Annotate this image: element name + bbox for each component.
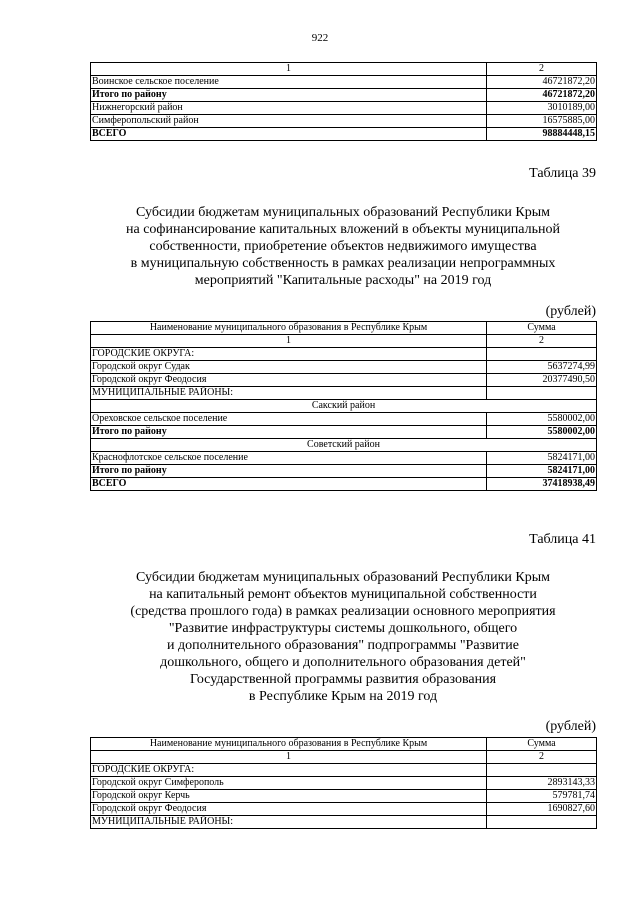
column-number-1: 1 <box>91 751 487 764</box>
row-amount: 579781,74 <box>487 790 597 803</box>
row-amount: 5637274,99 <box>487 361 597 374</box>
column-number-1: 1 <box>91 63 487 76</box>
row-name: Городской округ Керчь <box>91 790 487 803</box>
row-name: ВСЕГО <box>91 478 487 491</box>
table41-title-line: на капитальный ремонт объектов муниципальной собственности <box>149 587 537 602</box>
row-amount: 98884448,15 <box>487 128 597 141</box>
column-number-row <box>91 63 597 76</box>
table41-units: (рублей) <box>545 719 596 734</box>
row-amount: 20377490,50 <box>487 374 597 387</box>
table-row <box>91 76 597 89</box>
header-row <box>91 738 597 751</box>
section-title: Советский район <box>91 439 597 452</box>
row-amount <box>487 387 597 400</box>
row-amount: 37418938,49 <box>487 478 597 491</box>
table-row <box>91 764 597 777</box>
row-amount: 5580002,00 <box>487 426 597 439</box>
table41-title-line: Государственной программы развития образования <box>189 672 497 687</box>
row-amount <box>487 816 597 829</box>
table-row <box>91 777 597 790</box>
table41 <box>90 737 597 829</box>
row-amount: 46721872,20 <box>487 89 597 102</box>
table41-body <box>91 738 597 829</box>
row-name: ГОРОДСКИЕ ОКРУГА: <box>91 764 487 777</box>
total-row <box>91 426 597 439</box>
table-row <box>91 387 597 400</box>
top-table-body <box>91 63 597 141</box>
row-name: Итого по району <box>91 426 487 439</box>
row-name: ВСЕГО <box>91 128 487 141</box>
table39-body <box>91 322 597 491</box>
table-row <box>91 452 597 465</box>
row-name: Итого по району <box>91 465 487 478</box>
section-row <box>91 400 597 413</box>
row-name: Краснофлотское сельское поселение <box>91 452 487 465</box>
row-name: Итого по району <box>91 89 487 102</box>
header-name: Наименование муниципального образования в Республике Крым <box>91 738 487 751</box>
column-number-row <box>91 335 597 348</box>
table39-caption: Таблица 39 <box>529 166 596 181</box>
table41-title-line: дошкольного, общего и дополнительного образования детей" <box>160 655 526 670</box>
table41-title-line: и дополнительного образования" подпрограммы "Развитие <box>166 638 519 653</box>
total-row <box>91 89 597 102</box>
table41-caption: Таблица 41 <box>529 532 596 547</box>
section-title: Сакский район <box>91 400 597 413</box>
header-row <box>91 322 597 335</box>
table39-title-line: мероприятий "Капитальные расходы" на 2019 год <box>194 273 492 288</box>
row-amount: 46721872,20 <box>487 76 597 89</box>
row-amount <box>487 348 597 361</box>
table-row <box>91 790 597 803</box>
column-number-2: 2 <box>487 751 597 764</box>
row-amount: 1690827,60 <box>487 803 597 816</box>
table-row <box>91 348 597 361</box>
table-row <box>91 413 597 426</box>
row-amount: 2893143,33 <box>487 777 597 790</box>
table41-title-line: "Развитие инфраструктуры системы дошкольного, общего <box>168 621 518 636</box>
row-name: Городской округ Феодосия <box>91 374 487 387</box>
table-row <box>91 115 597 128</box>
row-name: ГОРОДСКИЕ ОКРУГА: <box>91 348 487 361</box>
total-row <box>91 465 597 478</box>
page-number: 922 <box>311 32 329 44</box>
total-row <box>91 478 597 491</box>
column-number-row <box>91 751 597 764</box>
row-amount: 5824171,00 <box>487 465 597 478</box>
table39 <box>90 321 597 491</box>
row-amount: 16575885,00 <box>487 115 597 128</box>
table-row <box>91 816 597 829</box>
top-table <box>90 62 597 141</box>
row-name: Городской округ Феодосия <box>91 803 487 816</box>
row-amount: 3010189,00 <box>487 102 597 115</box>
table39-title-line: собственности, приобретение объектов недвижимого имущества <box>149 239 537 254</box>
header-amount: Сумма <box>487 738 597 751</box>
total-row <box>91 128 597 141</box>
row-name: Городской округ Судак <box>91 361 487 374</box>
table41-title-line: (средства прошлого года) в рамках реализации основного мероприятия <box>130 604 556 619</box>
table39-title <box>90 204 596 289</box>
header-amount: Сумма <box>487 322 597 335</box>
row-name: МУНИЦИПАЛЬНЫЕ РАЙОНЫ: <box>91 816 487 829</box>
column-number-2: 2 <box>487 63 597 76</box>
table41-title <box>90 569 596 705</box>
table-row <box>91 361 597 374</box>
column-number-1: 1 <box>91 335 487 348</box>
table-row <box>91 102 597 115</box>
row-name: МУНИЦИПАЛЬНЫЕ РАЙОНЫ: <box>91 387 487 400</box>
row-name: Нижнегорский район <box>91 102 487 115</box>
table-row <box>91 803 597 816</box>
table41-title-line: в Республике Крым на 2019 год <box>248 689 438 704</box>
column-number-2: 2 <box>487 335 597 348</box>
table39-title-line: на софинансирование капитальных вложений в объекты муниципальной <box>126 222 560 237</box>
row-name: Ореховское сельское поселение <box>91 413 487 426</box>
table39-title-line: Субсидии бюджетам муниципальных образований Республики Крым <box>136 205 550 220</box>
row-amount <box>487 764 597 777</box>
table-row <box>91 374 597 387</box>
row-amount: 5824171,00 <box>487 452 597 465</box>
section-row <box>91 439 597 452</box>
table39-title-line: в муниципальную собственность в рамках реализации непрограммных <box>130 256 556 271</box>
table41-title-line: Субсидии бюджетам муниципальных образований Республики Крым <box>136 570 550 585</box>
row-name: Городской округ Симферополь <box>91 777 487 790</box>
row-amount: 5580002,00 <box>487 413 597 426</box>
row-name: Симферопольский район <box>91 115 487 128</box>
header-name: Наименование муниципального образования в Республике Крым <box>91 322 487 335</box>
row-name: Воинское сельское поселение <box>91 76 487 89</box>
table39-units: (рублей) <box>545 304 596 319</box>
